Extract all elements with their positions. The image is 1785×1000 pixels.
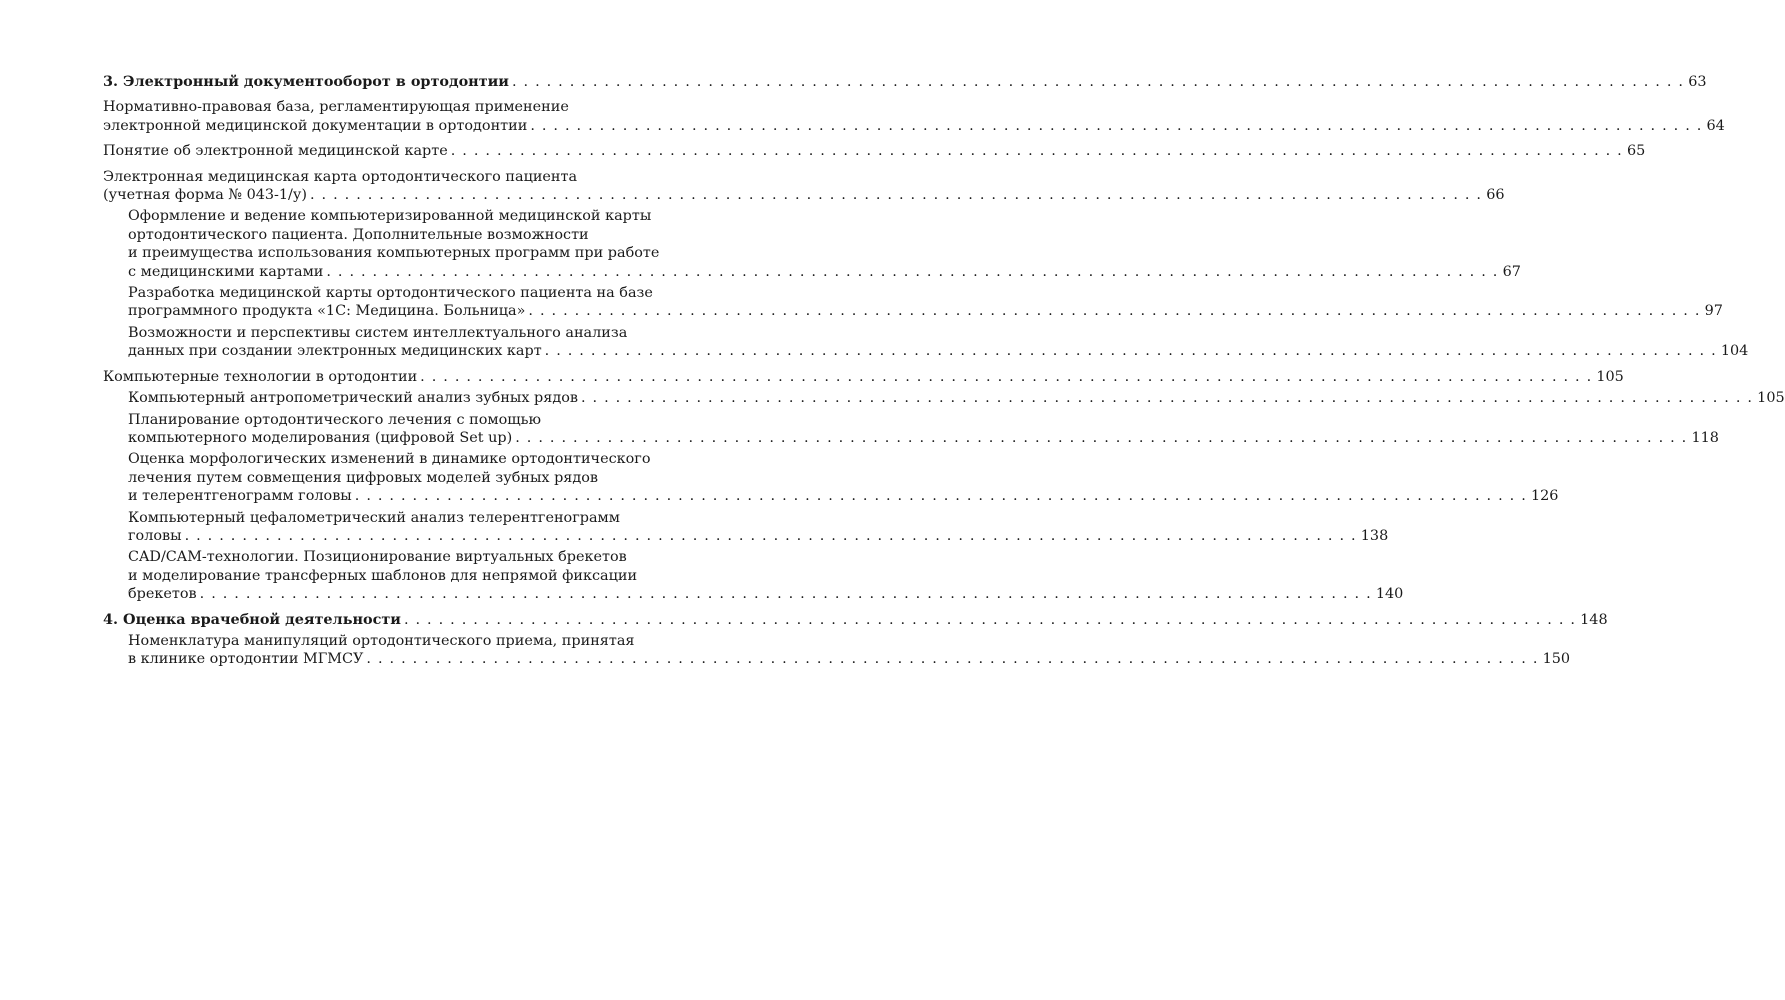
toc-entry-line: Номенклатура манипуляций ортодонтического приема, принятая — [128, 632, 635, 649]
toc-entry-title: компьютерного моделирования (цифровой Set up) — [128, 429, 513, 446]
toc-entry-line: Нормативно-правовая база, регламентирующая применение — [103, 99, 569, 116]
toc-entry-last-line — [128, 429, 1719, 447]
toc-entry-title: и телерентгенограмм головы — [128, 488, 352, 505]
toc-entry-title: 4. Оценка врачебной деятельности — [103, 610, 401, 628]
dot-leader: . . . . . . . . . . . . . . . . . . . . . . . . . . . . . . . . . . . . . . . . . . . . . . . . . . . . . . . . . . . . . . . . . . . . . . . . . . . . . . . . . . . . . . . . . . . . . . . . . . . . . . — [544, 343, 1717, 360]
toc-page-number: 126 — [1530, 488, 1559, 505]
toc-entry-title: электронной медицинской документации в ортодонтии — [103, 117, 528, 134]
toc-entry-last-line — [128, 650, 1571, 668]
toc-entry-title: в клинике ортодонтии МГМСУ — [128, 651, 364, 668]
dot-leader: . . . . . . . . . . . . . . . . . . . . . . . . . . . . . . . . . . . . . . . . . . . . . . . . . . . . . . . . . . . . . . . . . . . . . . . . . . . . . . . . . . . . . . . . . . . . . . . . . . . . . . — [310, 187, 1483, 204]
toc-entry-line: и преимущества использования компьютерных программ при работе — [128, 245, 660, 262]
toc-page-number: 105 — [1596, 368, 1624, 385]
toc-entry-title: 3. Электронный документооборот в ортодонтии — [103, 73, 509, 90]
toc-entry[interactable] — [103, 98, 1725, 135]
toc-entry-title: (учетная форма № 043-1/у) — [103, 187, 307, 204]
dot-leader: . . . . . . . . . . . . . . . . . . . . . . . . . . . . . . . . . . . . . . . . . . . . . . . . . . . . . . . . . . . . . . . . . . . . . . . . . . . . . . . . . . . . . . . . . . . . . . . . . . . . . . — [580, 390, 1754, 407]
toc-entry-last-line — [103, 73, 1707, 91]
toc-page-number: 148 — [1580, 611, 1608, 628]
toc-entry-line: Оформление и ведение компьютеризированной медицинской карты — [128, 208, 652, 225]
toc-page-number: 63 — [1688, 74, 1707, 90]
toc-entry[interactable] — [103, 632, 1571, 669]
toc-page-number: 140 — [1375, 586, 1404, 603]
toc-entry-last-line — [128, 389, 1785, 407]
dot-leader: . . . . . . . . . . . . . . . . . . . . . . . . . . . . . . . . . . . . . . . . . . . . . . . . . . . . . . . . . . . . . . . . . . . . . . . . . . . . . . . . . . . . . . . . . . . . . . . . . . . . . . — [528, 303, 1701, 320]
toc-entry-line: Разработка медицинской карты ортодонтического пациента на базе — [128, 285, 653, 302]
toc-entry-line: и моделирование трансферных шаблонов для непрямой фиксации — [128, 567, 638, 584]
dot-leader: . . . . . . . . . . . . . . . . . . . . . . . . . . . . . . . . . . . . . . . . . . . . . . . . . . . . . . . . . . . . . . . . . . . . . . . . . . . . . . . . . . . . . . . . . . . . . . . . . . . . . . — [354, 488, 1527, 505]
toc-page-number: 138 — [1360, 527, 1389, 544]
toc-entry[interactable] — [103, 509, 1389, 546]
toc-entry[interactable] — [103, 389, 1785, 407]
dot-leader: . . . . . . . . . . . . . . . . . . . . . . . . . . . . . . . . . . . . . . . . . . . . . . . . . . . . . . . . . . . . . . . . . . . . . . . . . . . . . . . . . . . . . . . . . . . . . . . . . . . . . . — [403, 611, 1577, 628]
dot-leader: . . . . . . . . . . . . . . . . . . . . . . . . . . . . . . . . . . . . . . . . . . . . . . . . . . . . . . . . . . . . . . . . . . . . . . . . . . . . . . . . . . . . . . . . . . . . . . . . . . . . . . — [199, 586, 1372, 603]
dot-leader: . . . . . . . . . . . . . . . . . . . . . . . . . . . . . . . . . . . . . . . . . . . . . . . . . . . . . . . . . . . . . . . . . . . . . . . . . . . . . . . . . . . . . . . . . . . . . . . . . . . . . . — [326, 263, 1499, 280]
toc-entry-line: Планирование ортодонтического лечения с помощью — [128, 411, 541, 428]
dot-leader: . . . . . . . . . . . . . . . . . . . . . . . . . . . . . . . . . . . . . . . . . . . . . . . . . . . . . . . . . . . . . . . . . . . . . . . . . . . . . . . . . . . . . . . . . . . . . . . . . . . . . . — [366, 651, 1539, 668]
toc-entry[interactable] — [103, 207, 1521, 281]
dot-leader: . . . . . . . . . . . . . . . . . . . . . . . . . . . . . . . . . . . . . . . . . . . . . . . . . . . . . . . . . . . . . . . . . . . . . . . . . . . . . . . . . . . . . . . . . . . . . . . . . . . . . . — [420, 368, 1593, 385]
toc-entry-last-line — [128, 585, 1404, 603]
dot-leader: . . . . . . . . . . . . . . . . . . . . . . . . . . . . . . . . . . . . . . . . . . . . . . . . . . . . . . . . . . . . . . . . . . . . . . . . . . . . . . . . . . . . . . . . . . . . . . . . . . . . . . — [184, 527, 1357, 544]
toc-entry-last-line — [128, 263, 1521, 281]
toc-entry-line: Электронная медицинская карта ортодонтического пациента — [103, 168, 578, 185]
toc-entry[interactable] — [103, 450, 1559, 505]
toc-page-number: 105 — [1757, 390, 1785, 407]
toc-page-number: 97 — [1704, 303, 1723, 320]
toc-entry[interactable] — [103, 168, 1505, 205]
table-of-contents — [103, 73, 1785, 669]
toc-entry-line: Оценка морфологических изменений в динамике ортодонтического — [128, 451, 651, 468]
toc-page-number: 65 — [1626, 143, 1646, 160]
toc-entry[interactable] — [103, 610, 1608, 629]
toc-entry-line: Возможности и перспективы систем интеллектуального анализа — [128, 324, 628, 341]
toc-entry-last-line — [103, 610, 1608, 629]
toc-entry[interactable] — [103, 284, 1723, 321]
toc-entry-line: лечения путем совмещения цифровых моделей зубных рядов — [128, 469, 599, 486]
dot-leader: . . . . . . . . . . . . . . . . . . . . . . . . . . . . . . . . . . . . . . . . . . . . . . . . . . . . . . . . . . . . . . . . . . . . . . . . . . . . . . . . . . . . . . . . . . . . . . . . . . . . . . — [530, 117, 1703, 134]
toc-entry-line: Компьютерный цефалометрический анализ телерентгенограмм — [128, 509, 620, 526]
toc-entry-title: программного продукта «1С: Медицина. Больница» — [128, 303, 526, 320]
dot-leader: . . . . . . . . . . . . . . . . . . . . . . . . . . . . . . . . . . . . . . . . . . . . . . . . . . . . . . . . . . . . . . . . . . . . . . . . . . . . . . . . . . . . . . . . . . . . . . . . . . . . . . — [511, 74, 1685, 90]
toc-page-number: 64 — [1706, 117, 1725, 134]
toc-entry-last-line — [128, 487, 1559, 505]
toc-entry-title: Компьютерные технологии в ортодонтии — [103, 368, 418, 385]
toc-page-number: 66 — [1486, 187, 1505, 204]
toc-page-number: 104 — [1720, 343, 1749, 360]
toc-entry-last-line — [128, 527, 1389, 545]
dot-leader: . . . . . . . . . . . . . . . . . . . . . . . . . . . . . . . . . . . . . . . . . . . . . . . . . . . . . . . . . . . . . . . . . . . . . . . . . . . . . . . . . . . . . . . . . . . . . . . . . . . . . . — [450, 143, 1623, 160]
toc-entry-title: брекетов — [128, 586, 197, 603]
toc-entry-title: данных при создании электронных медицинских карт — [128, 343, 542, 360]
toc-entry-title: Понятие об электронной медицинской карте — [103, 143, 448, 160]
toc-entry[interactable] — [103, 548, 1404, 603]
toc-entry-last-line — [103, 186, 1505, 204]
toc-entry-title: с медицинскими картами — [128, 263, 324, 280]
toc-entry-last-line — [128, 302, 1723, 320]
toc-entry[interactable] — [103, 411, 1719, 448]
toc-entry-line: ортодонтического пациента. Дополнительные возможности — [128, 226, 589, 243]
toc-entry[interactable] — [103, 142, 1646, 160]
toc-entry-line: CAD/CAM-технологии. Позиционирование виртуальных брекетов — [128, 549, 627, 566]
toc-entry-last-line — [103, 368, 1624, 386]
toc-entry-last-line — [103, 117, 1725, 135]
toc-entry-title: головы — [128, 527, 182, 544]
toc-entry[interactable] — [103, 73, 1707, 91]
toc-page-number: 118 — [1691, 429, 1719, 446]
toc-entry-last-line — [103, 142, 1646, 160]
toc-entry[interactable] — [103, 324, 1749, 361]
toc-page-number: 150 — [1542, 651, 1571, 668]
toc-entry-title: Компьютерный антропометрический анализ зубных рядов — [128, 390, 578, 407]
dot-leader: . . . . . . . . . . . . . . . . . . . . . . . . . . . . . . . . . . . . . . . . . . . . . . . . . . . . . . . . . . . . . . . . . . . . . . . . . . . . . . . . . . . . . . . . . . . . . . . . . . . . . . — [515, 429, 1688, 446]
toc-entry-last-line — [128, 342, 1749, 360]
toc-entry[interactable] — [103, 368, 1624, 386]
toc-page-number: 67 — [1502, 263, 1521, 280]
